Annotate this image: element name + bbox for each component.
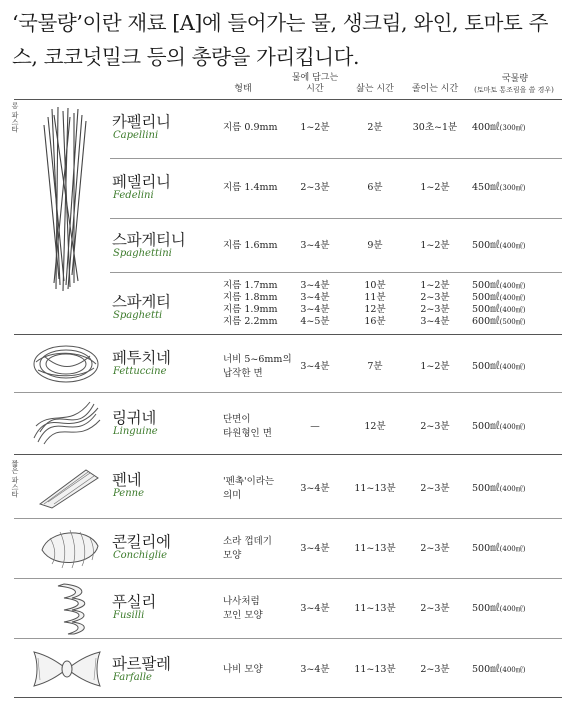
soak-cell: 2~3분	[300, 182, 330, 193]
shape-cell: 타원형인 면	[223, 428, 272, 439]
boil-cell: 11~13분	[354, 483, 396, 494]
row-divider	[14, 392, 562, 393]
shape-cell: 의미	[223, 490, 242, 501]
cook-cell: 2~3분	[420, 421, 450, 432]
soak-cell: 3~4분	[300, 603, 330, 614]
pasta-name: 페델리니	[112, 173, 171, 191]
pasta-latin-name: Penne	[113, 488, 144, 499]
boil-cell: 6분	[367, 182, 383, 193]
pasta-name: 스파게티니	[112, 231, 186, 249]
total-cell: 500㎖(400㎖)	[472, 304, 526, 315]
total-cell: 500㎖(400㎖)	[472, 664, 526, 675]
soak-cell: 3~4분	[300, 361, 330, 372]
row-divider	[110, 218, 562, 219]
cook-cell: 1~2분	[420, 361, 450, 372]
pasta-latin-name: Conchiglie	[113, 550, 168, 561]
fusilli-icon	[50, 582, 94, 636]
shape-cell: 지름 1.4mm	[223, 182, 278, 193]
shape-cell: 지름 2.2mm	[223, 316, 278, 327]
shape-cell: 단면이	[223, 414, 251, 425]
group-divider	[14, 454, 562, 455]
pasta-name: 파르팔레	[112, 655, 171, 673]
boil-cell: 10분	[364, 280, 386, 291]
soak-cell: —	[310, 421, 320, 432]
boil-cell: 11~13분	[354, 603, 396, 614]
soak-cell: 3~4분	[300, 543, 330, 554]
soak-cell: 3~4분	[300, 240, 330, 251]
pasta-name: 펜네	[112, 471, 142, 489]
row-divider	[14, 638, 562, 639]
pasta-latin-name: Fedelini	[113, 190, 154, 201]
header-shape: 형태	[234, 84, 252, 94]
pasta-latin-name: Spaghettini	[113, 248, 172, 259]
pasta-name: 링귀네	[112, 409, 157, 427]
soak-cell: 3~4분	[300, 664, 330, 675]
total-cell: 450㎖(300㎖)	[472, 182, 526, 193]
shape-cell: 지름 1.6mm	[223, 240, 278, 251]
boil-cell: 16분	[364, 316, 386, 327]
conchiglie-icon	[36, 524, 104, 572]
total-cell: 500㎖(400㎖)	[472, 543, 526, 554]
table-bottom-rule	[14, 697, 562, 698]
pasta-latin-name: Farfalle	[113, 672, 152, 683]
cook-cell: 2~3분	[420, 603, 450, 614]
intro-paragraph: ‘국물량’이란 재료 [A]에 들어가는 물, 생크림, 와인, 토마토 주스, 코코넛밀크 등의 총량을 가리킵니다.	[12, 11, 548, 69]
pasta-latin-name: Spaghetti	[113, 310, 163, 321]
total-cell: 500㎖(400㎖)	[472, 421, 526, 432]
shape-cell: 지름 1.9mm	[223, 304, 278, 315]
row-divider	[14, 578, 562, 579]
group-label-short: 짧은 파스타	[11, 460, 19, 498]
shape-cell: 꼬인 모양	[223, 610, 263, 621]
cook-cell: 2~3분	[420, 664, 450, 675]
pasta-latin-name: Fettuccine	[113, 366, 167, 377]
boil-cell: 11~13분	[354, 543, 396, 554]
shape-cell: 나사처럼	[223, 596, 260, 607]
group-label-long: 롱 파스타	[11, 102, 19, 133]
cook-cell: 2~3분	[420, 483, 450, 494]
row-divider	[14, 518, 562, 519]
cook-cell: 2~3분	[420, 292, 450, 303]
boil-cell: 11분	[364, 292, 386, 303]
cook-cell: 1~2분	[420, 240, 450, 251]
header-cook: 졸이는 시간	[411, 84, 459, 94]
long-pasta-bundle-icon	[30, 105, 100, 295]
total-cell: 500㎖(400㎖)	[472, 280, 526, 291]
pasta-latin-name: Capellini	[113, 130, 159, 141]
soak-cell: 4~5분	[300, 316, 330, 327]
penne-icon	[34, 464, 104, 510]
shape-cell: 나비 모양	[223, 664, 263, 675]
boil-cell: 2분	[367, 122, 383, 133]
boil-cell: 7분	[367, 361, 383, 372]
pasta-name: 카펠리니	[112, 113, 171, 131]
total-cell: 500㎖(400㎖)	[472, 361, 526, 372]
shape-cell: 너비 5~6mm의	[223, 354, 292, 365]
pasta-name: 스파게티	[112, 293, 171, 311]
cook-cell: 3~4분	[420, 316, 450, 327]
boil-cell: 11~13분	[354, 664, 396, 675]
boil-cell: 9분	[367, 240, 383, 251]
total-cell: 500㎖(400㎖)	[472, 483, 526, 494]
total-cell: 500㎖(400㎖)	[472, 292, 526, 303]
cook-cell: 30초~1분	[412, 122, 458, 133]
header-rule	[14, 99, 562, 100]
pasta-latin-name: Fusilli	[113, 610, 145, 621]
pasta-name: 페투치네	[112, 349, 171, 367]
soak-cell: 3~4분	[300, 292, 330, 303]
shape-cell: 소라 껍데기	[223, 536, 272, 547]
pasta-name: 푸실리	[112, 593, 157, 611]
pasta-latin-name: Linguine	[113, 426, 158, 437]
shape-cell: 지름 1.8mm	[223, 292, 278, 303]
header-soak: 물에 담그는 시간	[291, 73, 339, 94]
shape-cell: 납작한 면	[223, 368, 263, 379]
group-divider	[14, 334, 562, 335]
soak-cell: 3~4분	[300, 304, 330, 315]
header-boil: 삶는 시간	[356, 84, 394, 94]
total-cell: 600㎖(500㎖)	[472, 316, 526, 327]
cook-cell: 2~3분	[420, 543, 450, 554]
pasta-table	[0, 72, 573, 707]
soak-cell: 3~4분	[300, 280, 330, 291]
row-divider	[110, 272, 562, 273]
pasta-name: 콘킬리에	[112, 533, 171, 551]
cook-cell: 1~2분	[420, 182, 450, 193]
soak-cell: 3~4분	[300, 483, 330, 494]
shape-cell: 지름 0.9mm	[223, 122, 278, 133]
total-cell: 500㎖(400㎖)	[472, 240, 526, 251]
boil-cell: 12분	[364, 304, 386, 315]
soak-cell: 1~2분	[300, 122, 330, 133]
header-total: 국물량	[501, 74, 529, 84]
farfalle-icon	[30, 646, 104, 692]
header-total-note: (토마토 통조림을 쓸 경우)	[474, 86, 554, 94]
boil-cell: 12분	[364, 421, 386, 432]
fettuccine-nest-icon	[30, 340, 102, 388]
total-cell: 500㎖(400㎖)	[472, 603, 526, 614]
cook-cell: 2~3분	[420, 304, 450, 315]
shape-cell: '펜촉'이라는	[223, 476, 275, 487]
shape-cell: 지름 1.7mm	[223, 280, 278, 291]
total-cell: 400㎖(300㎖)	[472, 122, 526, 133]
linguine-icon	[30, 398, 102, 448]
row-divider	[110, 158, 562, 159]
shape-cell: 모양	[223, 550, 242, 561]
cook-cell: 1~2분	[420, 280, 450, 291]
